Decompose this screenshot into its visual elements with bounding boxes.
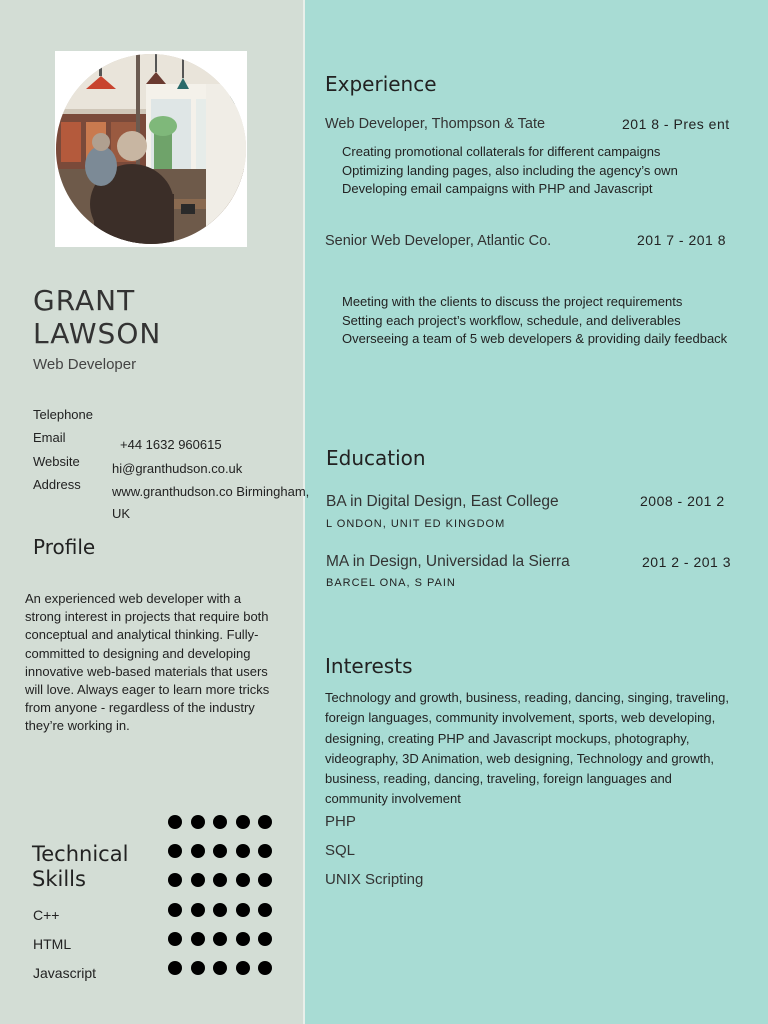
rating-dot (236, 961, 250, 975)
contact-website-address[interactable]: www.granthudson.co Birmingham, (112, 484, 310, 499)
rating-dot (236, 815, 250, 829)
education-degree: MA in Design, Universidad la Sierra (326, 553, 570, 570)
skill-item-sql: SQL (325, 842, 356, 859)
contact-phone: +44 1632 960615 (120, 437, 222, 452)
rating-dot (258, 932, 272, 946)
rating-dot (191, 932, 205, 946)
rating-dot (168, 844, 182, 858)
job-duties (342, 143, 742, 199)
rating-dot (213, 903, 227, 917)
skill-rating-dots-cpp (168, 903, 272, 917)
person-name: GRANT LAWSON (33, 284, 162, 350)
rating-dot (213, 844, 227, 858)
rating-dot (236, 932, 250, 946)
job-dates: 201 8 - Pres ent (622, 116, 730, 132)
rating-dot (168, 815, 182, 829)
rating-dot (168, 932, 182, 946)
education-dates: 201 2 - 201 3 (642, 554, 732, 570)
skill-item-unix-scripting: UNIX Scripting (325, 871, 424, 888)
job-role: Senior Web Developer, Atlantic Co. (325, 233, 552, 249)
interests-text: Technology and growth, business, reading, dancing, singing, traveling, foreign languages, community involvement, sports, web developing, designing, creating PHP and Javascript mockups, photography, videography, 3D Animation, web designing, Technology and growth, business, reading, dancing, traveling, foreign languages and community involvement (325, 690, 729, 807)
rating-dot (213, 961, 227, 975)
interests-heading: Interests (325, 654, 413, 678)
rating-dot (168, 961, 182, 975)
profile-text: An experienced web developer with a strong interest in projects that require both conceptual and analytical thinking. Fully-committed to designing and developing innovative web-based materials that users will love. Always eager to learn more tricks from anyone - regardless of the industry they’re working in. (25, 591, 270, 734)
rating-dot (191, 961, 205, 975)
job-duty: Setting each project’s workflow, schedule, and deliverables (342, 312, 681, 328)
rating-dot (236, 903, 250, 917)
job-duties (342, 293, 742, 349)
skill-label-html: HTML (33, 936, 72, 952)
job-duty: Developing email campaigns with PHP and Javascript (342, 181, 653, 196)
skill-rating-dots (168, 844, 272, 858)
rating-dot (258, 903, 272, 917)
job-duty: Meeting with the clients to discuss the project requirements (342, 294, 683, 309)
rating-dot (191, 903, 205, 917)
rating-dot (168, 903, 182, 917)
rating-dot (191, 873, 205, 887)
rating-dot (213, 873, 227, 887)
rating-dot (191, 844, 205, 858)
job-duty: Overseeing a team of 5 web developers & providing daily feedback (342, 331, 728, 346)
skill-rating-dots (168, 815, 272, 829)
person-job-title: Web Developer (33, 356, 137, 373)
contact-label-website: Website (33, 454, 80, 469)
job-duty: Optimizing landing pages, also including the agency’s own (342, 162, 678, 178)
education-heading: Education (326, 446, 426, 470)
contact-label-telephone: Telephone (33, 407, 93, 422)
education-place: BARCEL ONA, S PAIN (326, 577, 456, 589)
skill-label-javascript: Javascript (33, 965, 97, 981)
education-degree: BA in Digital Design, East College (326, 493, 559, 510)
skill-item-php: PHP (325, 813, 356, 830)
contact-label-email: Email (33, 430, 66, 445)
rating-dot (168, 873, 182, 887)
rating-dot (213, 815, 227, 829)
education-dates: 2008 - 201 2 (640, 493, 725, 509)
rating-dot (236, 873, 250, 887)
cafe-photo-image (56, 54, 246, 244)
technical-skills-heading: Technical Skills (32, 842, 129, 891)
contact-country: UK (112, 506, 131, 521)
contact-label-address: Address (33, 477, 81, 492)
rating-dot (213, 932, 227, 946)
skill-rating-dots (168, 873, 272, 887)
skill-rating-dots-javascript (168, 961, 272, 975)
rating-dot (258, 961, 272, 975)
skill-rating-dots-html (168, 932, 272, 946)
job-role: Web Developer, Thompson & Tate (325, 116, 546, 132)
skill-label-cpp: C++ (33, 907, 60, 923)
education-place: L ONDON, UNIT ED KINGDOM (326, 518, 506, 530)
rating-dot (258, 844, 272, 858)
profile-heading: Profile (33, 535, 96, 559)
rating-dot (258, 873, 272, 887)
rating-dot (236, 844, 250, 858)
rating-dot (191, 815, 205, 829)
experience-heading: Experience (325, 72, 437, 96)
profile-photo (56, 54, 246, 244)
contact-email[interactable]: hi@granthudson.co.uk (112, 461, 243, 476)
job-duty: Creating promotional collaterals for different campaigns (342, 144, 661, 159)
rating-dot (258, 815, 272, 829)
profile-photo-frame (55, 51, 247, 247)
job-dates: 201 7 - 201 8 (637, 232, 727, 248)
